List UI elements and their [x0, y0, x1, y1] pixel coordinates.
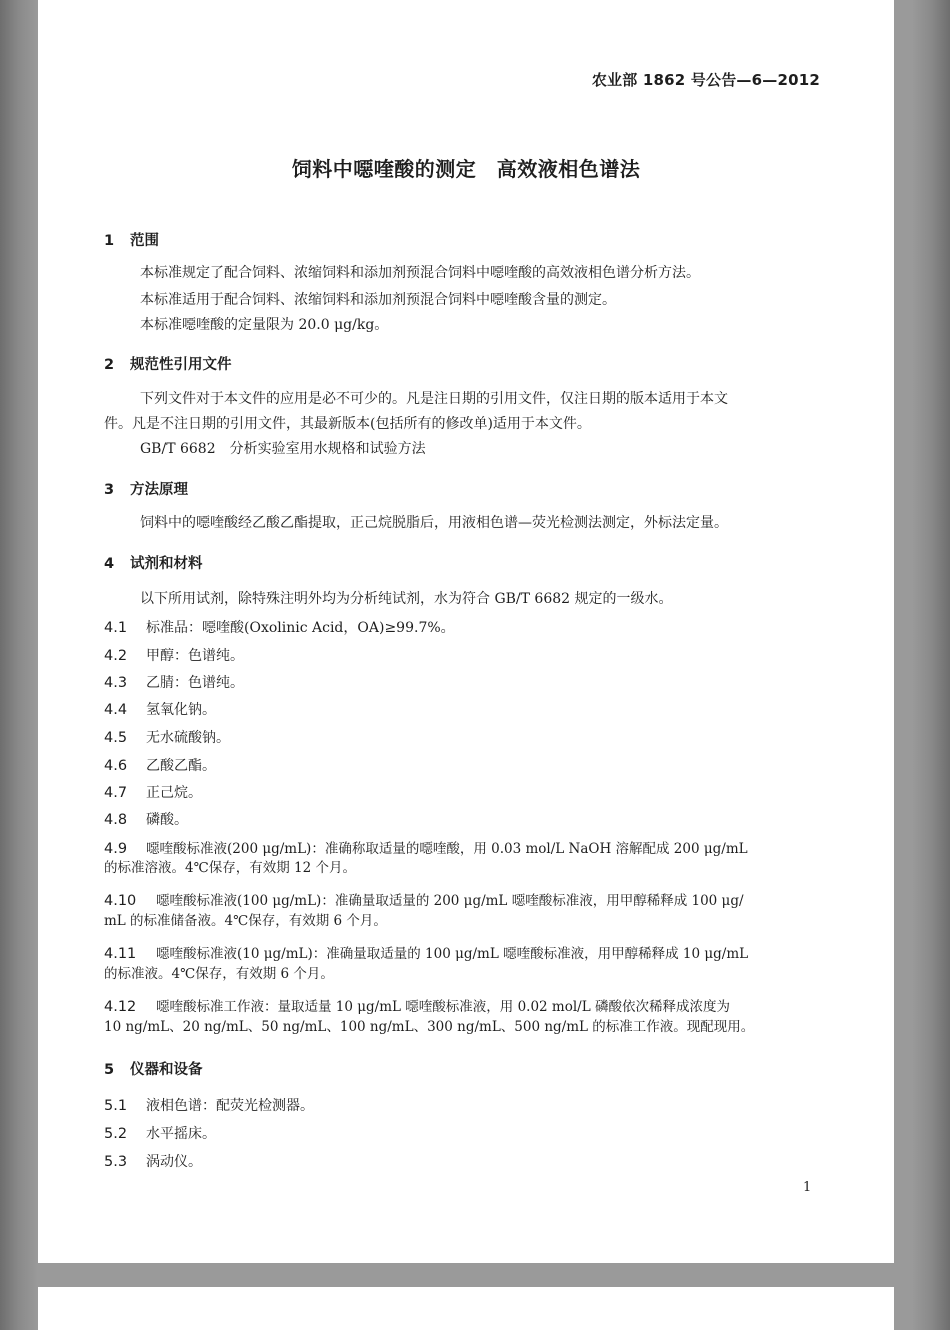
next-page-edge [38, 1287, 894, 1330]
s2-para-1-cont: 件。凡是不注日期的引用文件，其最新版本(包括所有的修改单)适用于本文件。 [104, 416, 591, 432]
s4-item: 4.7 正己烷。 [104, 785, 202, 801]
s4-item: 4.2 甲醇：色谱纯。 [104, 648, 244, 664]
s5-item: 5.2 水平摇床。 [104, 1126, 216, 1142]
s4-long-item-line1: 4.12 噁喹酸标准工作液：量取适量 10 μg/mL 噁喹酸标准液，用 0.02 mol/L 磷酸依次稀释成浓度为 [104, 999, 730, 1015]
section-heading-2: 2 规范性引用文件 [104, 357, 232, 373]
s4-long-item-line1: 4.9 噁喹酸标准液(200 μg/mL)：准确称取适量的噁喹酸，用 0.03 mol/L NaOH 溶解配成 200 μg/mL [104, 841, 748, 857]
s4-long-item-line2: 的标准液。4℃保存，有效期 6 个月。 [104, 966, 334, 982]
s4-long-item-line1: 4.10 噁喹酸标准液(100 μg/mL)：准确量取适量的 200 μg/mL 噁喹酸标准液，用甲醇稀释成 100 μg/ [104, 893, 744, 909]
s2-reference: GB/T 6682 分析实验室用水规格和试验方法 [140, 441, 426, 457]
s3-para-1: 饲料中的噁喹酸经乙酸乙酯提取，正己烷脱脂后，用液相色谱—荧光检测法测定，外标法定量。 [140, 515, 728, 531]
page-number: 1 [803, 1180, 812, 1195]
section-heading-1: 1 范围 [104, 233, 159, 249]
s4-item: 4.4 氢氧化钠。 [104, 702, 216, 718]
document-page [38, 0, 894, 1263]
document-title: 饲料中噁喹酸的测定 高效液相色谱法 [291, 157, 641, 181]
s1-para-3: 本标准噁喹酸的定量限为 20.0 μg/kg。 [140, 317, 389, 333]
s4-long-item-line2: 的标准溶液。4℃保存，有效期 12 个月。 [104, 860, 356, 876]
s4-item: 4.5 无水硫酸钠。 [104, 730, 230, 746]
s1-para-2: 本标准适用于配合饲料、浓缩饲料和添加剂预混合饲料中噁喹酸含量的测定。 [140, 292, 616, 308]
s5-item: 5.3 涡动仪。 [104, 1154, 202, 1170]
section-heading-3: 3 方法原理 [104, 482, 188, 498]
s1-para-1: 本标准规定了配合饲料、浓缩饲料和添加剂预混合饲料中噁喹酸的高效液相色谱分析方法。 [140, 265, 700, 281]
section-heading-4: 4 试剂和材料 [104, 556, 203, 572]
s4-item: 4.6 乙酸乙酯。 [104, 758, 216, 774]
s5-item: 5.1 液相色谱：配荧光检测器。 [104, 1098, 314, 1114]
standard-header: 农业部 1862 号公告—6—2012 [591, 71, 820, 89]
section-heading-5: 5 仪器和设备 [104, 1062, 203, 1078]
s4-item: 4.8 磷酸。 [104, 812, 188, 828]
s4-item: 4.1 标准品：噁喹酸(Oxolinic Acid，OA)≥99.7%。 [104, 620, 455, 636]
s4-intro: 以下所用试剂，除特殊注明外均为分析纯试剂，水为符合 GB/T 6682 规定的一级水。 [140, 591, 673, 607]
s4-long-item-line2: mL 的标准储备液。4℃保存，有效期 6 个月。 [104, 913, 387, 929]
s4-long-item-line1: 4.11 噁喹酸标准液(10 μg/mL)：准确量取适量的 100 μg/mL 噁喹酸标准液，用甲醇稀释成 10 μg/mL [104, 946, 749, 962]
s4-long-item-line2: 10 ng/mL、20 ng/mL、50 ng/mL、100 ng/mL、300 ng/mL、500 ng/mL 的标准工作液。现配现用。 [104, 1019, 755, 1035]
s4-item: 4.3 乙腈：色谱纯。 [104, 675, 244, 691]
s2-para-1: 下列文件对于本文件的应用是必不可少的。凡是注日期的引用文件，仅注日期的版本适用于本文 [140, 391, 728, 407]
